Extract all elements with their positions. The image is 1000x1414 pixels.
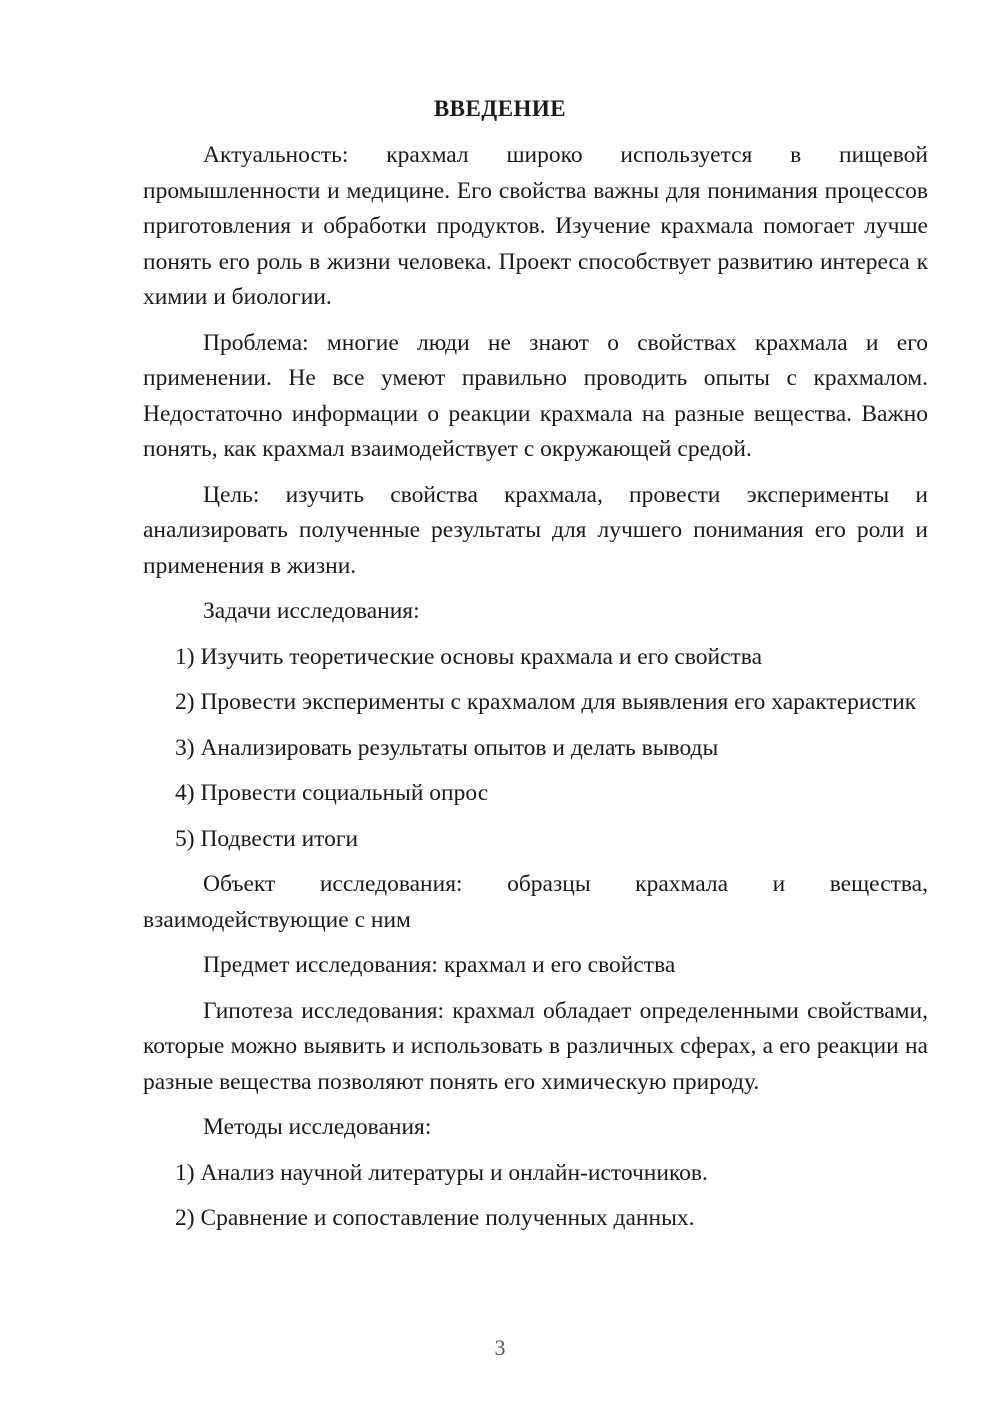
paragraph-methods-title: Методы исследования:: [203, 1114, 432, 1140]
paragraph-object: Объект исследования: образцы крахмала и вещества, взаимодействующие с ним: [143, 871, 928, 933]
paragraph-relevance: Актуальность: крахмал широко используется в пищевой промышленности и медицине. Его свойства важны для понимания процессов приготовления и обработки продуктов. Изучение крахмала помогает лучше понять его роль в жизни человека. Проект способствует развитию интереса к химии и биологии.: [143, 142, 928, 310]
list-item-task-3: 3) Анализировать результаты опытов и делать выводы: [175, 734, 719, 761]
paragraph-goal: Цель: изучить свойства крахмала, провести эксперименты и анализировать полученные результаты для лучшего понимания его роли и применения в жизни.: [143, 481, 928, 579]
list-item-task-2: 2) Провести эксперименты с крахмалом для выявления его характеристик: [175, 689, 917, 715]
list-item-method-1: 1) Анализ научной литературы и онлайн-источников.: [175, 1159, 708, 1186]
paragraph-subject: Предмет исследования: крахмал и его свойства: [203, 952, 676, 978]
paragraph-hypothesis: Гипотеза исследования: крахмал обладает определенными свойствами, которые можно выявить и использовать в различных сферах, а его реакции на разные вещества позволяют понять его химическую природу.: [143, 997, 928, 1095]
list-item-task-1: 1) Изучить теоретические основы крахмала и его свойства: [175, 643, 763, 670]
paragraph-tasks-title: Задачи исследования:: [203, 598, 420, 624]
page-number: 3: [494, 1335, 506, 1360]
list-item-task-5: 5) Подвести итоги: [175, 825, 359, 852]
paragraph-problem: Проблема: многие люди не знают о свойствах крахмала и его применении. Не все умеют правильно проводить опыты с крахмалом. Недостаточно информации о реакции крахмала на разные вещества. Важно понять, как крахмал взаимодействует с окружающей средой.: [143, 329, 928, 462]
list-item-task-4: 4) Провести социальный опрос: [175, 780, 489, 806]
list-item-method-2: 2) Сравнение и сопоставление полученных данных.: [175, 1205, 695, 1231]
body-text: [143, 138, 928, 1247]
section-heading: ВВЕДЕНИЕ: [433, 96, 567, 121]
